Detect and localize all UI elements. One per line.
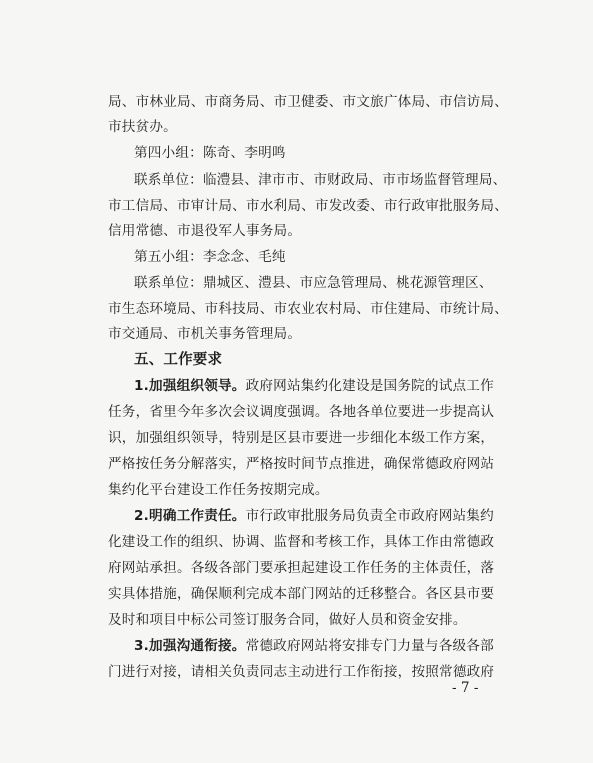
text-line: 市扶贫办。 [108,119,177,135]
text-line: 门进行对接，请相关负责同志主动进行工作衔接，按照常德政府 [108,664,495,680]
text-line: 信用常德、市退役军人事务局。 [108,223,302,239]
item-text: 政府网站集约化建设是国务院的试点工作 [245,378,494,394]
item-title: 明确工作责任。 [149,508,246,524]
text-line: 联系单位：鼎城区、澧县、市应急管理局、桃花源管理区、 [134,275,493,291]
item-number: 2. [134,508,150,524]
item-title: 加强组织领导。 [149,378,246,394]
paragraph-line [134,636,523,656]
group-five-heading: 第五小组：李念念、毛纯 [134,249,286,265]
text-line: 化建设工作的组织、协调、监督和考核工作，具体工作由常德政 [108,534,495,550]
text-line: 识，加强组织领导，特别是区县市要进一步细化本级工作方案， [108,430,495,446]
item-number: 3. [134,638,150,654]
group-four-heading: 第四小组：陈奇、李明鸣 [134,145,286,161]
item-number: 1. [134,378,150,394]
text-line: 局、市林业局、市商务局、市卫健委、市文旅广体局、市信访局、 [108,94,509,110]
paragraph-line [134,376,523,396]
item-text: 市行政审批服务局负责全市政府网站集约 [245,508,494,524]
text-line: 联系单位：临澧县、津市市、市财政局、市市场监督管理局、 [134,172,507,188]
item-title: 加强沟通衔接。 [149,638,246,654]
text-line: 严格按任务分解落实，严格按时间节点推进，确保常德政府网站 [108,456,495,472]
section-heading: 五、工作要求 [134,352,223,368]
text-line: 集约化平台建设工作任务按期完成。 [108,482,329,498]
text-line: 任务，省里今年多次会议调度强调。各地各单位要进一步提高认 [108,404,495,420]
paragraph-line [134,506,523,526]
text-line: 市生态环境局、市科技局、市农业农村局、市住建局、市统计局、 [108,301,509,317]
page-number: - 7 - [452,680,479,696]
text-line: 市交通局、市机关事务管理局。 [108,326,302,342]
text-line: 及时和项目中标公司签订服务合同，做好人员和资金安排。 [108,612,467,628]
text-line: 实具体措施，确保顺利完成本部门网站的迁移整合。各区县市要 [108,586,495,602]
item-text: 常德政府网站将安排专门力量与各级各部 [245,638,494,654]
text-line: 市工信局、市审计局、市水利局、市发改委、市行政审批服务局、 [108,198,509,214]
text-line: 府网站承担。各级各部门要承担起建设工作任务的主体责任，落 [108,560,495,576]
